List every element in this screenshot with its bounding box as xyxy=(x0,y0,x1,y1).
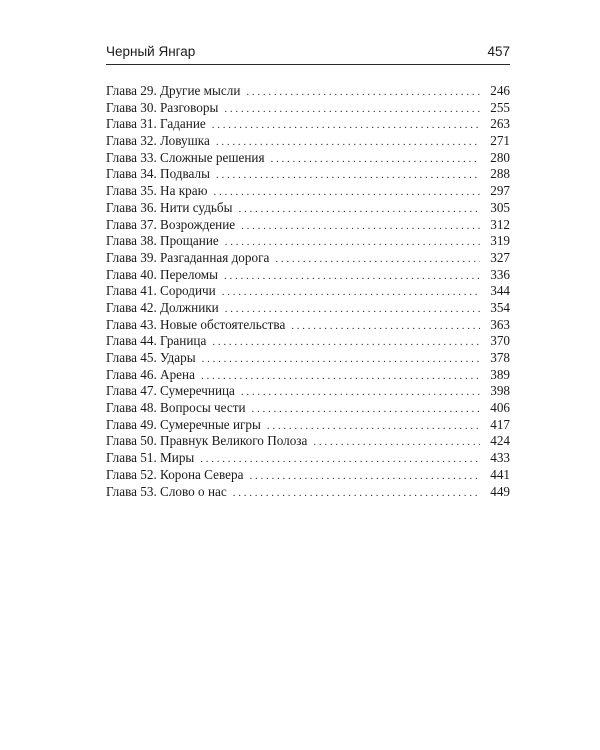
toc-entry-title: Глава 35. На краю xyxy=(106,183,208,199)
toc-entry-page: 378 xyxy=(490,350,510,365)
toc-entry-page: 406 xyxy=(490,400,510,416)
toc-entry-title: Глава 45. Удары xyxy=(106,350,196,365)
dot-leader xyxy=(275,251,480,268)
toc-entry-page: 389 xyxy=(490,366,510,382)
toc-entry[interactable] xyxy=(106,433,510,450)
book-title: Черный Янгар xyxy=(106,44,196,59)
toc-entry-title: Глава 52. Корона Севера xyxy=(106,466,244,482)
toc-entry-title: Глава 31. Гадание xyxy=(106,116,206,132)
toc-entry-page: 417 xyxy=(490,416,510,432)
dot-leader xyxy=(225,301,480,318)
toc-entry[interactable] xyxy=(106,317,510,334)
toc-entry-title: Глава 41. Сородичи xyxy=(106,283,216,299)
toc-entry-page: 441 xyxy=(490,466,510,482)
toc-entry-title: Глава 34. Подвалы xyxy=(106,166,210,182)
running-header xyxy=(106,42,510,65)
toc-entry-page: 263 xyxy=(490,116,510,132)
toc-entry-title: Глава 32. Ловушка xyxy=(106,133,210,149)
toc-entry-title: Глава 50. Правнук Великого Полоза xyxy=(106,433,308,449)
dot-leader xyxy=(225,234,480,251)
dot-leader xyxy=(216,134,480,151)
toc-entry[interactable] xyxy=(106,250,510,267)
dot-leader xyxy=(267,418,480,435)
toc-entry-title: Глава 43. Новые обстоятельства xyxy=(106,316,286,332)
toc-entry-title: Глава 44. Граница xyxy=(106,333,207,349)
toc-entry-title: Глава 47. Сумеречница xyxy=(106,383,235,399)
dot-leader xyxy=(241,218,480,235)
dot-leader xyxy=(249,468,480,485)
toc-entry-title: Глава 53. Слово о нас xyxy=(106,483,227,499)
dot-leader xyxy=(201,368,480,385)
dot-leader xyxy=(212,334,480,351)
toc-entry-page: 449 xyxy=(490,483,510,499)
toc-entry-page: 344 xyxy=(490,283,510,299)
toc-entry-title: Глава 40. Переломы xyxy=(106,266,219,282)
dot-leader xyxy=(224,101,480,118)
toc-entry[interactable] xyxy=(106,417,510,434)
toc-entry[interactable] xyxy=(106,400,510,417)
dot-leader xyxy=(241,384,480,401)
toc-entry[interactable] xyxy=(106,183,510,200)
toc-entry[interactable] xyxy=(106,133,510,150)
toc-entry-page: 246 xyxy=(490,83,510,98)
dot-leader xyxy=(246,84,480,101)
toc-entry-title: Глава 51. Миры xyxy=(106,450,195,466)
dot-leader xyxy=(202,351,480,368)
toc-entry[interactable] xyxy=(106,333,510,350)
toc-entry[interactable] xyxy=(106,150,510,167)
toc-entry-page: 271 xyxy=(490,133,510,149)
toc-entry-title: Глава 29. Другие мысли xyxy=(106,83,241,98)
dot-leader xyxy=(216,167,480,184)
dot-leader xyxy=(238,201,480,218)
toc-entry-title: Глава 39. Разгаданная дорога xyxy=(106,249,270,265)
toc-entry[interactable] xyxy=(106,200,510,217)
toc-entry[interactable] xyxy=(106,450,510,467)
toc-entry-page: 336 xyxy=(490,266,510,282)
toc-entry-page: 255 xyxy=(490,99,510,115)
toc-entry-title: Глава 33. Сложные решения xyxy=(106,149,265,165)
toc-entry-page: 327 xyxy=(490,249,510,265)
toc-entry[interactable] xyxy=(106,233,510,250)
toc-entry[interactable] xyxy=(106,83,510,100)
toc-entry-page: 354 xyxy=(490,299,510,315)
toc-entry-title: Глава 42. Должники xyxy=(106,299,219,315)
toc-entry-page: 305 xyxy=(490,199,510,215)
toc-entry-page: 297 xyxy=(490,183,510,199)
toc-entry-title: Глава 36. Нити судьбы xyxy=(106,199,233,215)
toc-entry-title: Глава 49. Сумеречные игры xyxy=(106,416,261,432)
toc-entry-page: 398 xyxy=(490,383,510,399)
dot-leader xyxy=(252,401,480,418)
toc-entry[interactable] xyxy=(106,100,510,117)
dot-leader xyxy=(233,485,480,502)
dot-leader xyxy=(224,268,480,285)
toc-entry-page: 312 xyxy=(490,216,510,232)
toc-entry[interactable] xyxy=(106,467,510,484)
dot-leader xyxy=(271,151,480,168)
toc-entry[interactable] xyxy=(106,116,510,133)
toc-entry-page: 424 xyxy=(490,433,510,449)
toc-entry[interactable] xyxy=(106,484,510,501)
page-number: 457 xyxy=(487,44,510,59)
dot-leader xyxy=(222,284,480,301)
dot-leader xyxy=(291,318,480,335)
dot-leader xyxy=(313,434,480,451)
table-of-contents xyxy=(106,83,510,500)
dot-leader xyxy=(213,184,480,201)
toc-entry[interactable] xyxy=(106,166,510,183)
toc-entry-page: 319 xyxy=(490,233,510,249)
toc-entry-page: 288 xyxy=(490,166,510,182)
toc-entry-title: Глава 48. Вопросы чести xyxy=(106,400,246,416)
toc-entry[interactable] xyxy=(106,367,510,384)
toc-entry-title: Глава 38. Прощание xyxy=(106,233,219,249)
toc-entry[interactable] xyxy=(106,267,510,284)
toc-entry[interactable] xyxy=(106,350,510,367)
toc-entry[interactable] xyxy=(106,283,510,300)
toc-entry[interactable] xyxy=(106,217,510,234)
toc-entry-page: 433 xyxy=(490,450,510,466)
toc-entry-page: 280 xyxy=(490,149,510,165)
dot-leader xyxy=(200,451,480,468)
toc-entry-page: 370 xyxy=(490,333,510,349)
dot-leader xyxy=(212,117,480,134)
toc-entry-title: Глава 37. Возрождение xyxy=(106,216,236,232)
toc-entry[interactable] xyxy=(106,300,510,317)
toc-entry-page: 363 xyxy=(490,316,510,332)
toc-entry-title: Глава 46. Арена xyxy=(106,366,195,382)
toc-entry[interactable] xyxy=(106,383,510,400)
toc-entry-title: Глава 30. Разговоры xyxy=(106,99,219,115)
